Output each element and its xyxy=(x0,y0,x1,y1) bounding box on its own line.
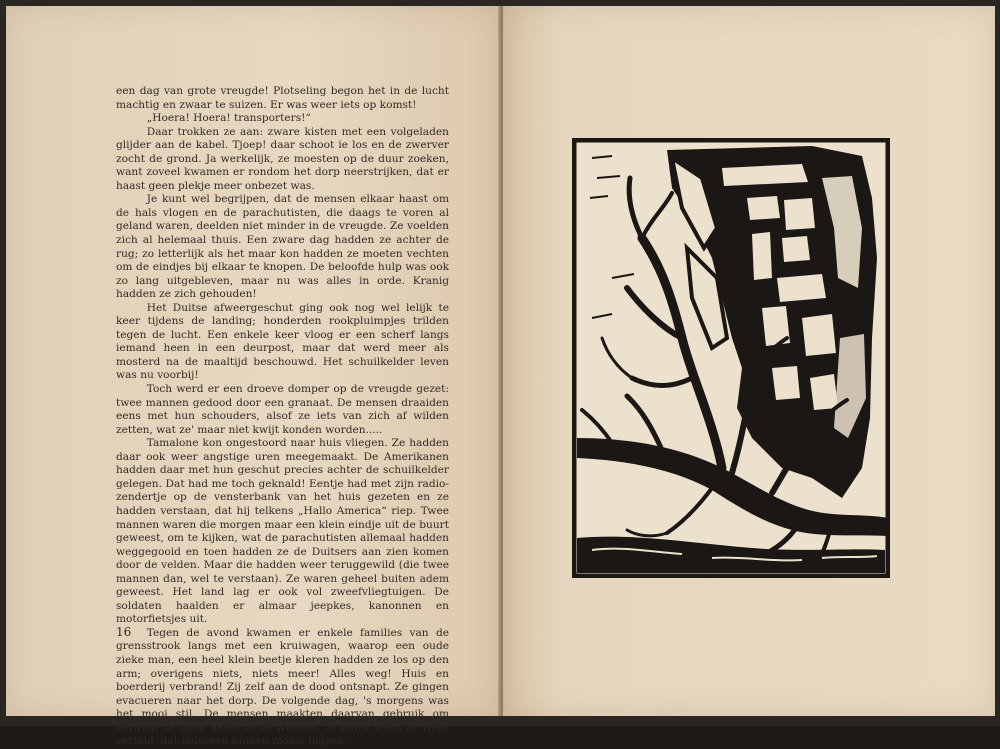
body-text xyxy=(116,85,449,749)
paragraph: Toch werd er een droeve domper op de vreugde gezet: twee mannen gedood door een granaat. De mensen draaiden eens met hun schouders, alsof ze iets van zich af wilden zetten, wat ze' maar niet kwijt konden worden..... xyxy=(116,383,449,436)
paragraph: Tegen de avond kwamen er enkele families van de grensstrook langs met een kruiwagen, waarop een oude zieke man, een heel klein beetje kleren hadden ze los op den arm; overigens niets, niets meer! Alles weg! Huis en boerderij verbrand! Zij zelf aan de dood ontsnapt. Ze gingen evacueren naar het dorp. De volgende dag, 's morgens was het mooi stil. De mensen maakten daarvan gebruik om eetwaar te gaan halen in de winkels. Al gauw werd er weer verteld, dat iedereen binnen moest blijven, xyxy=(116,626,449,748)
paragraph: een dag van grote vreugde! Plotseling begon het in de lucht machtig en zwaar te suizen. Er was weer iets op komst! xyxy=(116,85,449,111)
paragraph: Je kunt wel begrijpen, dat de mensen elkaar haast om de hals vlogen en de parachutisten, die daags te voren al geland waren, deelden niet minder in de vreugde. Ze voelden zich al helemaal thuis. Een zware dag hadden ze achter de rug; zo letterlijk als het maar kon hadden ze moeten vechten om de eindjes bij elkaar te knopen. De beloofde hulp was ook zo lang uitgebleven, maar nu was alles in orde. Kranig hadden ze zich gehouden! xyxy=(116,193,449,301)
paragraph: Daar trokken ze aan: zware kisten met een volgeladen glijder aan de kabel. Tjoep! daar schoot ie los en de zwerver zocht de grond. Ja werkelijk, ze moesten op de duur zoeken, want zoveel kwamen er rondom het dorp neerstrijken, dat er haast geen plekje meer onbezet was. xyxy=(116,125,449,192)
paragraph: „Hoera! Hoera! transporters!“ xyxy=(146,112,311,125)
woodcut-illustration xyxy=(572,138,890,578)
paragraph: Tamalone kon ongestoord naar huis vliegen. Ze hadden daar ook weer angstige uren meegemaakt. De Amerikanen hadden daar met hun geschut precies achter de schuilkelder gelegen. Dat had me toch geknald! Eentje had met zijn radio-zendertje op de vensterbank van het huis gezeten en ze hadden verstaan, dat hij telkens „Hallo America“ riep. Twee mannen waren die morgen maar een klein eindje uit de buurt geweest, om te kijken, wat de parachutisten allemaal hadden weggegooid en toen hadden ze de Duitsers aan zien komen door de velden. Maar die hadden weer teruggewild (die twee mannen dan, wel te verstaan). Ze waren geheel buiten adem geweest. Het land lag er ook vol zweefvliegtuigen. De soldaten haalden er almaar jeepkes, kanonnen en motorfietsjes uit. xyxy=(116,437,449,626)
left-page xyxy=(6,6,500,748)
page-number: 16 xyxy=(116,625,132,639)
right-page xyxy=(503,6,995,716)
paragraph: Het Duitse afweergeschut ging ook nog wel lelijk te keer tijdens de landing; honderden rookpluimpjes trilden tegen de lucht. Een enkele keer vloog er een scherf langs iemand heen in een deurpost, maar dat werd meer als mosterd na de maaltijd beschouwd. Het schuilkelder leven was nu voorbij! xyxy=(116,301,449,382)
